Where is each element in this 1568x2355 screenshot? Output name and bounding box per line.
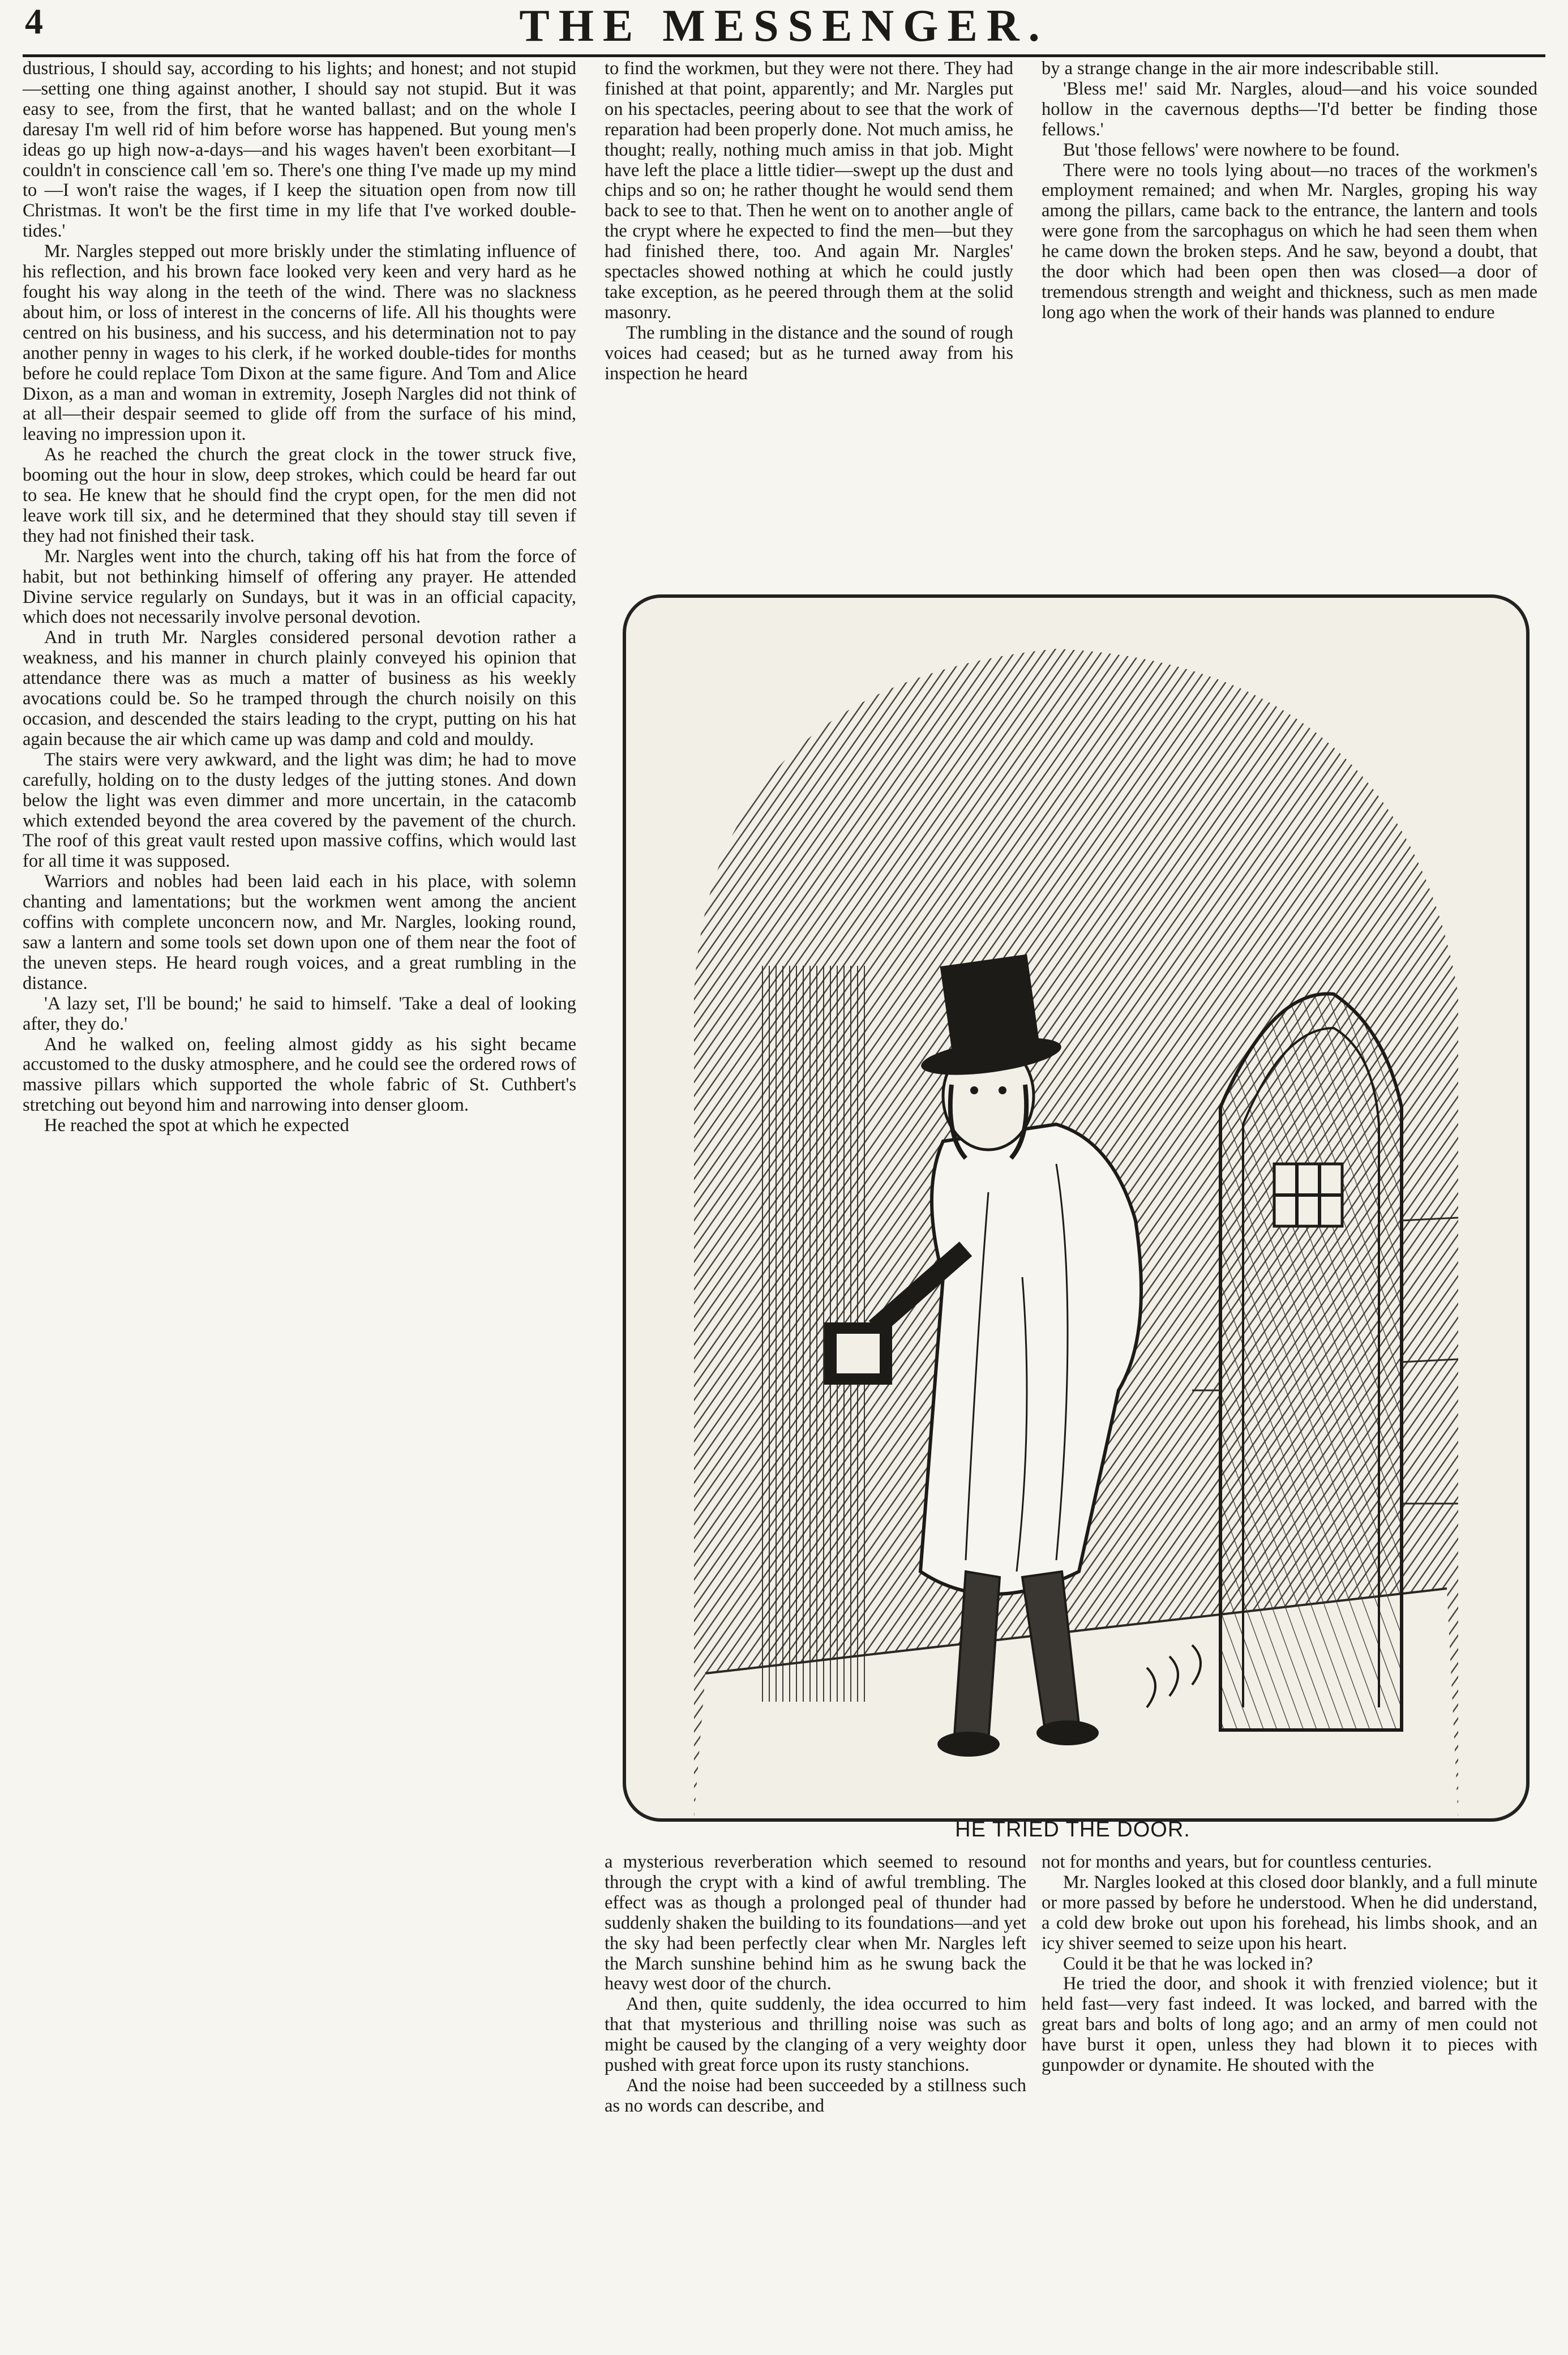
paragraph: 'Bless me!' said Mr. Nargles, aloud—and his voice sounded hollow in the cavernous depths—'I'd better be finding those fellows.'	[1042, 78, 1537, 140]
column-right-top	[1042, 59, 1537, 557]
page-number: 4	[25, 1, 43, 41]
illustration-frame	[623, 594, 1530, 1822]
header-rule	[23, 54, 1545, 57]
paragraph: dustrious, I should say, according to his lights; and honest; and not stupid—setting one thing against another, I should say not stupid. But it was easy to see, from the first, that he wanted ballast; and on the whole I daresay I'm well rid of him before worse has happened. But young men's ideas go up high now-a-days—and his wages haven't been exorbitant—I couldn't in conscience call 'em so. There's one thing I've made up my mind to —I won't raise the wages, if I keep the situation open from now till Christmas. It won't be the first time in my life that I've worked double-tides.'	[23, 58, 576, 242]
paragraph: to find the workmen, but they were not there. They had finished at that point, apparently; and Mr. Nargles put on his spectacles, peering about to see that the work of reparation had been properly done. Not much amiss, he thought; really, nothing much amiss in that job. Might have left the place a little tidier—swept up the dust and chips and so on; he rather thought he would send them back to see to that. Then he went on to another angle of the crypt where he expected to find the men—but they had finished there, too. And again Mr. Nargles' spectacles showed nothing at which he could justly take exception, as he peered through them at the solid masonry.	[605, 58, 1013, 323]
illustration-man-at-crypt-door	[626, 598, 1526, 1818]
paragraph: Mr. Nargles went into the church, taking off his hat from the force of habit, but not bethinking himself of offering any prayer. He attended Divine service regularly on Sundays, but it was in an official capacity, which does not necessarily involve personal devotion.	[23, 546, 576, 628]
column-right-bottom	[1042, 1852, 1537, 2300]
paragraph: He tried the door, and shook it with frenzied violence; but it held fast—very fast indeed. It was locked, and barred with the great bars and bolts of long ago; and an army of men could not have burst it open, unless they had blown it to pieces with gunpowder or dynamite. He shouted with the	[1042, 1973, 1537, 2076]
paragraph: And then, quite suddenly, the idea occurred to him that that mysterious and thrilling noise was such as might be caused by the clanging of a very weighty door pushed with great force upon its rusty stanchions.	[605, 1994, 1026, 2076]
paragraph: a mysterious reverberation which seemed to resound through the crypt with a kind of awful trembling. The effect was as though a prolonged peal of thunder had suddenly shaken the building to its foundations—and yet the sky had been perfectly clear when Mr. Nargles left the March sunshine behind him as he swung back the heavy west door of the church.	[605, 1852, 1026, 1994]
paragraph: He reached the spot at which he expected	[44, 1115, 349, 1136]
illustration-caption: HE TRIED THE DOOR.	[955, 1818, 1190, 1842]
paragraph: The stairs were very awkward, and the light was dim; he had to move carefully, holding on to the dusty ledges of the jutting stones. And down below the light was even dimmer and more uncertain, in the catacomb which extended beyond the area covered by the pavement of the church. The roof of this great vault rested upon massive coffins, which would last for all time it was supposed.	[23, 749, 576, 872]
paragraph: Could it be that he was locked in?	[1063, 1953, 1313, 1974]
paragraph: And in truth Mr. Nargles considered personal devotion rather a weakness, and his manner in church plainly conveyed his opinion that attendance there was as much a matter of business as his weekly avocations could be. So he tramped through the church noisily on this occasion, and descended the stairs leading to the crypt, putting on his hat again because the air which came up was damp and cold and mouldy.	[23, 627, 576, 750]
column-left	[23, 59, 576, 2289]
paragraph: The rumbling in the distance and the sound of rough voices had ceased; but as he turned away from his inspection he heard	[605, 322, 1013, 384]
paragraph: 'A lazy set, I'll be bound;' he said to himself. 'Take a deal of looking after, they do.'	[23, 993, 576, 1034]
column-middle-bottom	[605, 1852, 1026, 2300]
column-middle-top	[605, 59, 1013, 551]
paragraph: And he walked on, feeling almost giddy as his sight became accustomed to the dusky atmosphere, and he could see the ordered rows of massive pillars which supported the whole fabric of St. Cuthbert's stretching out beyond him and narrowing into denser gloom.	[23, 1034, 576, 1116]
paragraph: Warriors and nobles had been laid each in his place, with solemn chanting and lamentations; but the workmen went among the ancient coffins with complete unconcern now, and Mr. Nargles, looking round, saw a lantern and some tools set down upon one of them near the foot of the uneven steps. He heard rough voices, and a great rumbling in the distance.	[23, 871, 576, 994]
masthead-title: THE MESSENGER.	[519, 1, 1049, 51]
paragraph: As he reached the church the great clock in the tower struck five, booming out the hour in slow, deep strokes, which could be heard far out to sea. He knew that he should find the crypt open, for the men did not leave work till six, and he determined that they should stay till seven if they had not finished their task.	[23, 444, 576, 546]
paragraph: Mr. Nargles looked at this closed door blankly, and a full minute or more passed by before he understood. When he did understand, a cold dew broke out upon his forehead, his limbs shook, and an icy shiver seemed to seize upon his heart.	[1042, 1872, 1537, 1954]
paragraph: Mr. Nargles stepped out more briskly under the stimlating influence of his reflection, and his brown face looked very keen and very hard as he fought his way along in the teeth of the wind. There was no slackness about him, or loss of interest in the concerns of life. All his thoughts were centred on his business, and his success, and his determination not to pay another penny in wages to his clerk, if he worked double-tides for months before he could replace Tom Dixon at the same figure. And Tom and Alice Dixon, as a man and woman in extremity, Joseph Nargles did not think of at all—their despair seemed to glide off from the surface of his mind, leaving no impression upon it.	[23, 241, 576, 445]
paragraph: There were no tools lying about—no traces of the workmen's employment remained; and when Mr. Nargles, groping his way among the pillars, came back to the entrance, the lantern and tools were gone from the sarcophagus on which he had seen them when he came down the broken steps. And he saw, beyond a doubt, that the door which had been open then was closed—a door of tremendous strength and weight and thickness, such as men made long ago when the work of their hands was planned to endure	[1042, 160, 1537, 323]
paragraph: But 'those fellows' were nowhere to be found.	[1063, 139, 1400, 160]
paragraph: by a strange change in the air more indescribable still.	[1042, 58, 1440, 79]
paragraph: And the noise had been succeeded by a stillness such as no words can describe, and	[605, 2075, 1026, 2116]
paragraph: not for months and years, but for countless centuries.	[1042, 1852, 1432, 1872]
